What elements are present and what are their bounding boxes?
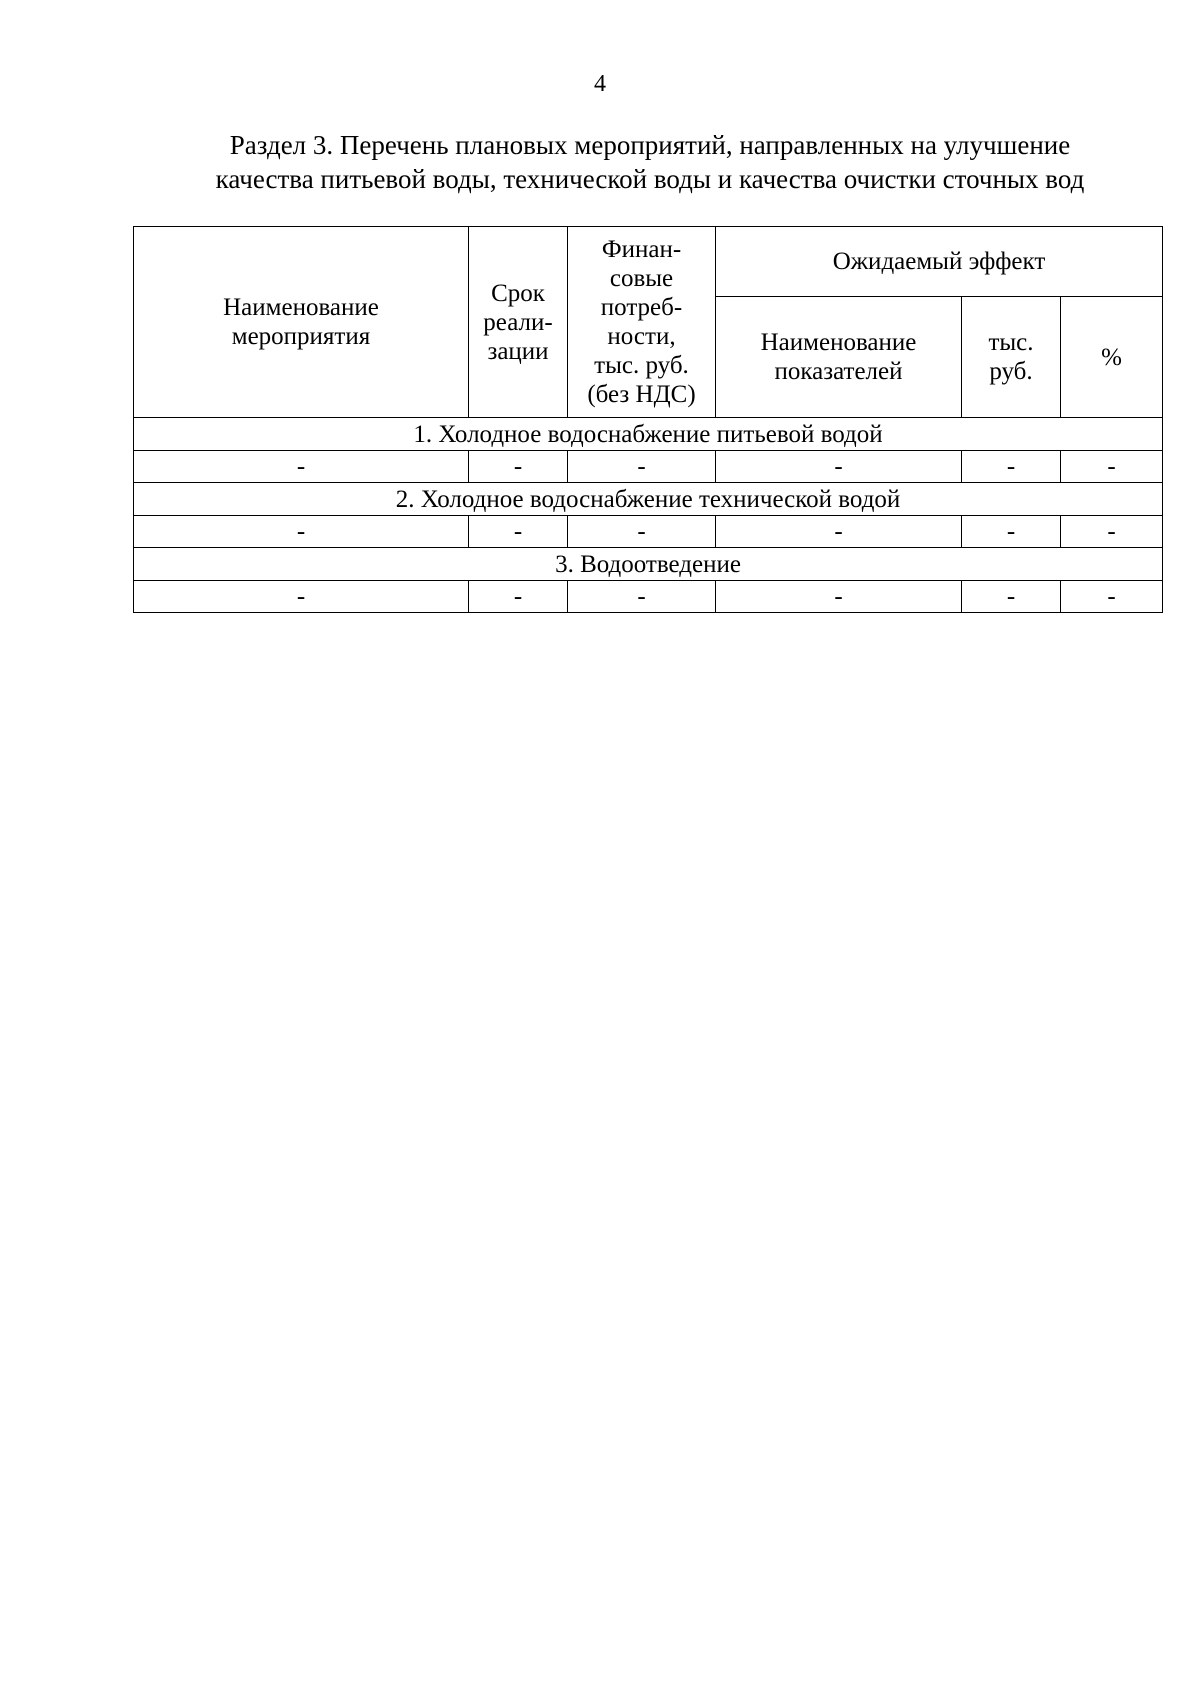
table-cell: -: [962, 516, 1061, 548]
table-cell: -: [469, 451, 568, 483]
table-cell: -: [1061, 516, 1163, 548]
table-cell: -: [716, 581, 962, 613]
table-cell: -: [1061, 581, 1163, 613]
table-cell: -: [134, 451, 469, 483]
table-cell: -: [568, 516, 716, 548]
header-thousand-rub: тыс. руб.: [962, 297, 1061, 418]
table-cell: -: [716, 516, 962, 548]
section-water-disposal: 3. Водоотведение: [134, 548, 1163, 581]
table-cell: -: [962, 581, 1061, 613]
measures-table: [133, 226, 1163, 613]
section-title-line-2: качества питьевой воды, технической воды и качества очистки сточных вод: [215, 164, 1085, 194]
table-row: [134, 516, 1163, 548]
table-cell: -: [134, 516, 469, 548]
header-financial-needs: Финан- совые потреб- ности, тыс. руб. (без НДС): [568, 227, 716, 418]
table-cell: -: [962, 451, 1061, 483]
table-cell: -: [716, 451, 962, 483]
header-percent: %: [1061, 297, 1163, 418]
section-title-line-1: Раздел 3. Перечень плановых мероприятий, направленных на улучшение: [229, 130, 1071, 160]
table-cell: -: [568, 581, 716, 613]
table-cell: -: [134, 581, 469, 613]
section-title: [170, 128, 1130, 196]
table-cell: -: [1061, 451, 1163, 483]
header-measure-name: Наименование мероприятия: [134, 227, 469, 418]
section-cold-drinking-water: 1. Холодное водоснабжение питьевой водой: [134, 418, 1163, 451]
table-cell: -: [568, 451, 716, 483]
table-row: [134, 451, 1163, 483]
header-indicator-name: Наименование показателей: [716, 297, 962, 418]
section-cold-technical-water: 2. Холодное водоснабжение технической водой: [134, 483, 1163, 516]
header-term: Срок реали- зации: [469, 227, 568, 418]
table-row: [134, 581, 1163, 613]
table-cell: -: [469, 581, 568, 613]
page-number: 4: [594, 71, 606, 97]
table-cell: -: [469, 516, 568, 548]
header-expected-effect: Ожидаемый эффект: [716, 227, 1163, 297]
